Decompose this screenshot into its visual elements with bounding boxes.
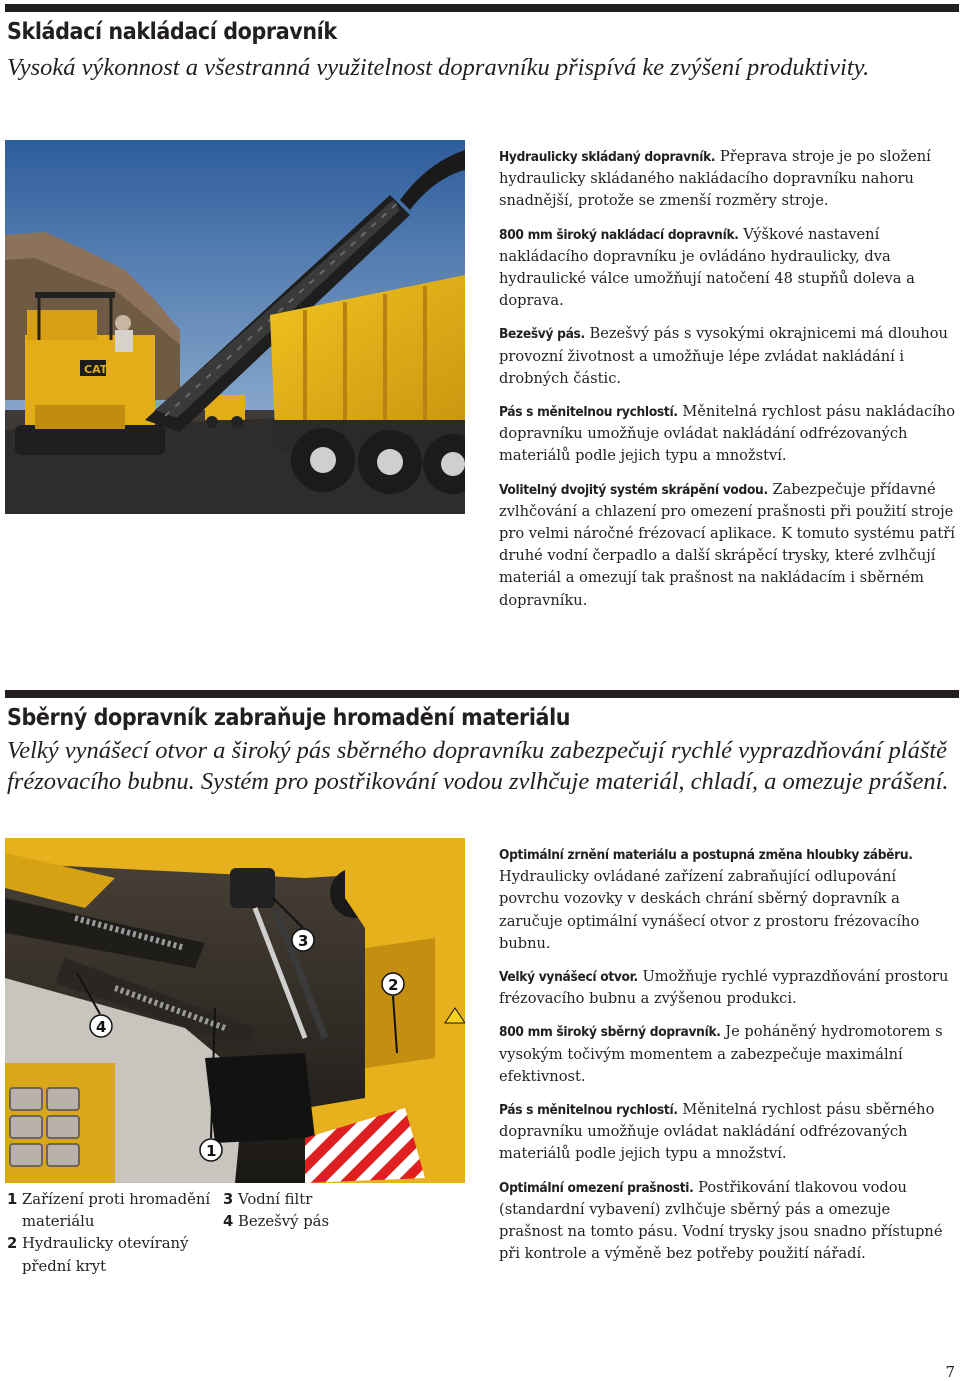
- captions-left: [7, 1189, 217, 1278]
- caption-item: 2 Hydraulicky otevíraný přední kryt: [7, 1235, 189, 1275]
- paragraph: 800 mm široký sběrný dopravník. Je poháněný hydromotorem s vysokým točivým momentem a zabezpečuje maximální efektivnost.: [499, 1023, 943, 1085]
- cold-planer-loading-truck-photo: [5, 140, 465, 514]
- section-rule-top: [5, 4, 959, 12]
- paragraph: Volitelný dvojitý systém skrápění vodou. Zabezpečuje přídavné zvlhčování a chlazení pro omezení prašnosti při použití stroje pro velmi náročné frézovací aplikace. K tomuto systému patří druhé vodní čerpadlo a další skrápěcí trysky, které zvlhčují materiál a omezují tak prašnost na nakládacím i sběrném dopravníku.: [499, 480, 955, 609]
- caption-item: 1 Zařízení proti hromadění materiálu: [7, 1191, 211, 1231]
- section2-subtitle: Velký vynášecí otvor a široký pás sběrného dopravníku zabezpečují rychlé vyprazdňování pláště frézovacího bubnu. Systém pro postřikování vodou zvlhčuje materiál, chladí, a omezuje prášení.: [7, 737, 949, 795]
- svg-text:3: 3: [298, 932, 309, 950]
- section1-subtitle: Vysoká výkonnost a všestranná využitelnost dopravníku přispívá ke zvýšení produktivity.: [7, 54, 870, 81]
- svg-text:4: 4: [96, 1018, 107, 1036]
- paragraph: Optimální zrnění materiálu a postupná změna hloubky záběru. Hydraulicky ovládané zařízení zabraňující odlupování povrchu vozovky v deskách chrání sběrný dopravník a zaručuje optimální vynášecí otvor z prostoru frézovacího bubnu.: [499, 847, 920, 952]
- paragraph: Pás s měnitelnou rychlostí. Měnitelná rychlost pásu nakládacího dopravníku umožňuje ovládat nakládání odfrézovaných materiálů podle jejich typu a množství.: [499, 403, 956, 465]
- section2-text: [499, 844, 957, 1276]
- svg-text:1: 1: [206, 1142, 217, 1160]
- caption-item: 4 Bezešvý pás: [223, 1213, 330, 1231]
- caption-item: 3 Vodní filtr: [223, 1191, 313, 1208]
- cat-logo: CAT: [84, 363, 108, 376]
- page-number: 7: [945, 1363, 955, 1381]
- collecting-conveyor-photo: [5, 838, 465, 1183]
- paragraph: Hydraulicky skládaný dopravník. Přeprava stroje je po složení hydraulicky skládaného nakládacího dopravníku nahoru snadnější, protože se zmenší rozměry stroje.: [499, 148, 931, 210]
- section1-title: Skládací nakládací dopravník: [7, 19, 337, 45]
- paragraph: Bezešvý pás. Bezešvý pás s vysokými okrajnicemi má dlouhou provozní životnost a umožňuje lépe zvládat nakládání i drobných částic.: [499, 325, 948, 387]
- section2-title: Sběrný dopravník zabraňuje hromadění materiálu: [7, 705, 571, 731]
- paragraph: Pás s měnitelnou rychlostí. Měnitelná rychlost pásu sběrného dopravníku umožňuje ovládat nakládání odfrézovaných materiálů podle jejich typu a množství.: [499, 1101, 935, 1163]
- captions-right: [223, 1189, 463, 1233]
- svg-text:2: 2: [388, 976, 399, 994]
- section-rule-middle: [5, 690, 959, 698]
- paragraph: 800 mm široký nakládací dopravník. Výškové nastavení nakládacího dopravníku je ovládáno hydraulicky, dva hydraulické válce umožňují natočení 48 stupňů doleva a doprava.: [499, 225, 915, 310]
- section1-text: [499, 146, 957, 623]
- paragraph: Velký vynášecí otvor. Umožňuje rychlé vyprazdňování prostoru frézovacího bubnu a zvýšenou produkci.: [499, 968, 949, 1008]
- paragraph: Optimální omezení prašnosti. Postřikování tlakovou vodou (standardní vybavení) zvlhčuje sběrný pás a omezuje prašnost na tomto pásu. Vodní trysky jsou snadno přístupné při kontrole a výměně bez potřeby použití nářadí.: [499, 1178, 943, 1263]
